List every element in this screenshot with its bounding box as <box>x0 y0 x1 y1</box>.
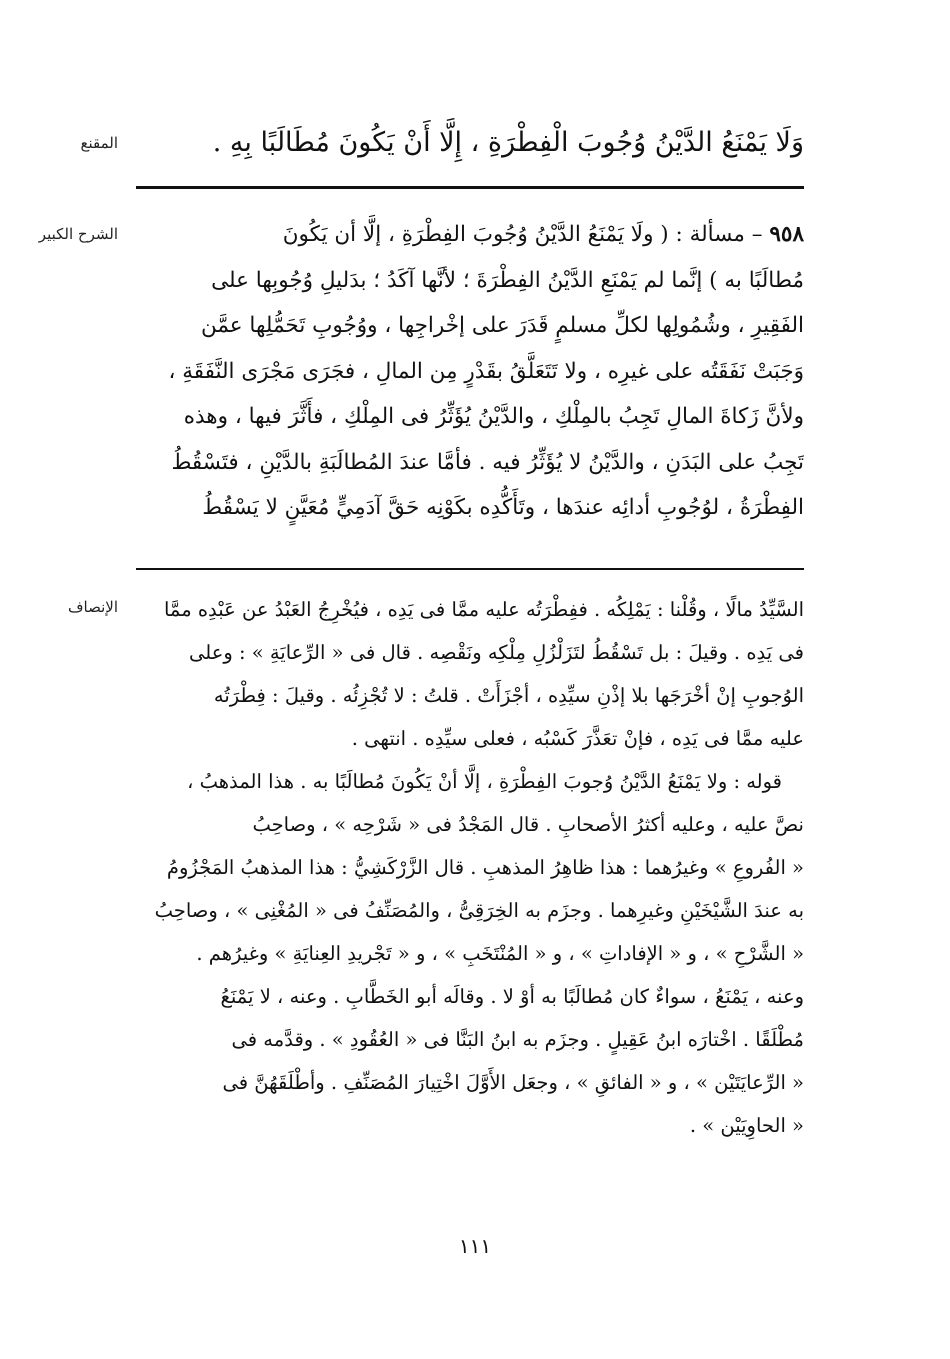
insaf-line: مُطْلَقًا . اخْتارَه ابنُ عَقِيلٍ . وجزَم به ابنُ البَنَّا فى « العُقُودِ » . وقدَّمه فى <box>231 1028 804 1051</box>
sharh-line-4: وَجَبَتْ نَفَقَتُه على غيرِه ، ولا تَتَعَلَّقُ بقَدْرٍ مِن المالِ ، فجَرَى مَجْرَى النَّفَقَةِ ، <box>168 358 804 384</box>
margin-label-muqni: المقنع <box>80 134 118 152</box>
muqni-line: وَلَا يَمْنَعُ الدَّيْنُ وُجُوبَ الْفِطْرَةِ ، إِلَّا أَنْ يَكُونَ مُطَالَبًا بِهِ . <box>212 127 804 158</box>
sharh-line-5: ولأنَّ زَكاةَ المالِ تَجِبُ بالمِلْكِ ، والدَّيْنُ يُؤَثِّرُ فى المِلْكِ ، فأَثَّرَ فيها ، وهذه <box>183 404 804 429</box>
insaf-line: « الشَّرْحِ » ، و « الإفاداتِ » ، و « المُنْتَخَبِ » ، و « تَجْريدِ العِنايَةِ » وغيرُهم . <box>196 942 804 965</box>
insaf-line: به عندَ الشَّيْخَيْنِ وغيرِهما . وجزَم به الخِرَقِىُّ ، والمُصَنِّفُ فى « المُغْنِى » ، وصاحِبُ <box>154 899 804 922</box>
insaf-line: « الرِّعايَتَيْن » ، و « الفائقِ » ، وجعَل الأَوَّلَ اخْتِيارَ المُصَنِّفِ . وأطْلَقَهُنَّ فى <box>222 1071 804 1094</box>
insaf-line: نصَّ عليه ، وعليه أكثرُ الأصحابِ . قال المَجْدُ فى « شَرْحِه » ، وصاحِبُ <box>252 813 804 836</box>
issue-number: ٩٥٨ <box>769 222 804 247</box>
insaf-text-block <box>136 588 804 1147</box>
insaf-line: « الفُروعِ » وغيرُهما : هذا ظاهِرُ المذهبِ . قال الزَّرْكَشِيُّ : هذا المذهبُ المَجْزُومُ <box>166 856 804 879</box>
insaf-line: « الحاوِيَيْن » . <box>689 1114 804 1137</box>
margin-label-sharh: الشرح الكبير <box>38 225 118 243</box>
sharh-line-2: مُطالَبًا به ) إنَّما لم يَمْنَعِ الدَّيْنُ الفِطْرَةَ ؛ لأنَّها آكَدُ ؛ بدَليلِ وُجُوبِها على <box>211 267 804 293</box>
divider-thick <box>136 186 804 189</box>
margin-label-insaf: الإنصاف <box>67 598 118 616</box>
sharh-line-3: الفَقِيرِ ، وشُمُولِها لكلِّ مسلمٍ قَدَرَ على إخْراجِها ، ووُجُوبِ تَحَمُّلِها عمَّن <box>200 313 804 338</box>
insaf-line: الوُجوبِ إنْ أخْرَجَها بلا إذْنِ سيِّدِه ، أجْزَأَتْ . قلتُ : لا تُجْزِئُه . وقيلَ : فِطْرَتُه <box>213 684 804 707</box>
muqni-text-block <box>136 118 804 168</box>
sharh-line-7: الفِطْرَةُ ، لوُجُوبِ أدائِه عندَها ، وتَأَكُّدِه بكَوْنِه حَقَّ آدَمِيٍّ مُعَيَّنٍ لا يَسْقُطُ <box>202 495 804 520</box>
insaf-line: عليه ممَّا فى يَدِه ، فإنْ تعَذَّرَ كَسْبُه ، فعلى سيِّدِه . انتهى . <box>351 727 804 750</box>
insaf-line: قوله : ولا يَمْنَعُ الدَّيْنُ وُجوبَ الفِطْرَةِ ، إلَّا أنْ يَكُونَ مُطالَبًا به . هذا المذهبُ ، <box>187 770 782 793</box>
sharh-line-1: ٩٥٨ – مسألة : ( ولَا يَمْنَعُ الدَّيْنُ وُجُوبَ الفِطْرَةِ ، إلَّا أن يَكُونَ <box>282 222 804 247</box>
insaf-line: وعنه ، يَمْنَعُ ، سواءٌ كان مُطالَبًا به أوْ لا . وقالَه أبو الخَطَّابِ . وعنه ، لا يَمْنَعُ <box>220 985 804 1008</box>
sharh-line-6: تَجِبُ على البَدَنِ ، والدَّيْنُ لا يُؤَثِّرُ فيه . فأمَّا عندَ المُطالَبَةِ بالدَّيْنِ ، فتَسْقُطُ <box>171 449 804 475</box>
insaf-line: فى يَدِه . وقيلَ : بل تَسْقُطُ لتَزَلْزُلِ مِلْكِه ونَقْصِه . قال فى « الرِّعايَةِ » : وعلى <box>188 641 804 664</box>
page-number: ١١١ <box>458 1234 492 1258</box>
divider-thin <box>136 568 804 570</box>
insaf-line: السَّيِّدُ مالًا ، وقُلْنا : يَمْلِكُه . ففِطْرَتُه عليه ممَّا فى يَدِه ، فيُخْرِجُ العَبْدُ عن عَبْدِه ممَّا <box>163 598 804 621</box>
sharh-text-block <box>136 212 804 531</box>
